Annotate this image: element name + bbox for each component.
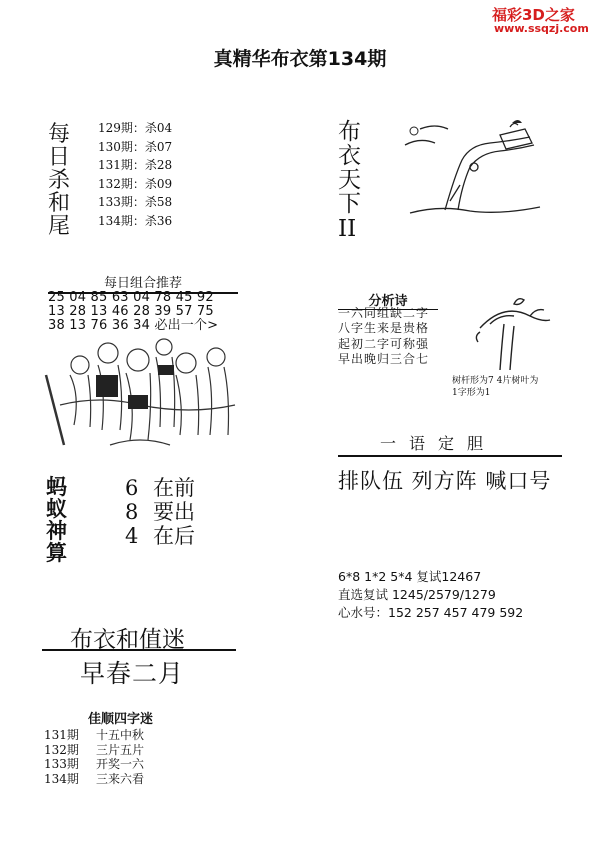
poem-line: 早出晚归三合七 bbox=[338, 351, 430, 366]
draw-line: 6*8 1*2 5*4 复试12467 bbox=[338, 569, 482, 584]
daily-kill-label-char: 杀 bbox=[48, 168, 71, 194]
note-line: 树杆形为7 4片树叶为 bbox=[452, 376, 539, 386]
ant-calc-label-char: 神 bbox=[46, 519, 67, 544]
period: 133期 bbox=[44, 757, 79, 771]
four-char-list bbox=[44, 728, 144, 786]
watermark-url: www.ssqzj.com bbox=[494, 22, 589, 35]
daily-combo-rows bbox=[48, 291, 218, 333]
ant-calc-numbers bbox=[125, 476, 138, 548]
riddle-answer: 早春二月 bbox=[80, 659, 185, 688]
riddle-text: 十五中秋 bbox=[96, 728, 145, 742]
draw-line: 心水号：152 257 457 479 592 bbox=[338, 605, 524, 620]
cloth-label-char: 衣 bbox=[338, 143, 361, 170]
daily-kill-label-char: 日 bbox=[48, 145, 71, 171]
riddle-text: 开奖一六 bbox=[96, 757, 145, 771]
ant-calc-number: 8 bbox=[125, 500, 139, 524]
draw-line: 直选复试 1245/2579/1279 bbox=[338, 587, 496, 602]
list-item bbox=[44, 772, 144, 787]
divider bbox=[338, 455, 562, 457]
list-item: 132期：杀09 bbox=[98, 176, 173, 191]
poem-lines bbox=[338, 306, 429, 367]
cloth-label bbox=[338, 120, 361, 241]
ant-calc-text: 在前 bbox=[153, 476, 195, 500]
poem-title: 分析诗 bbox=[338, 290, 438, 310]
ant-calc-number: 6 bbox=[125, 476, 139, 500]
period: 134期 bbox=[44, 771, 79, 786]
bold-word-title: 一语定胆 bbox=[380, 434, 497, 453]
ant-calc-label-char: 蚁 bbox=[46, 497, 67, 522]
list-item bbox=[44, 728, 144, 743]
draw-lines bbox=[338, 568, 523, 622]
divider bbox=[42, 649, 236, 651]
list-item bbox=[44, 743, 144, 758]
riddle-text: 三来六看 bbox=[96, 771, 145, 786]
ant-calc-text: 要出 bbox=[153, 500, 195, 524]
ant-calc-texts bbox=[153, 476, 195, 548]
period: 131期 bbox=[44, 728, 79, 742]
four-char-title: 佳顺四字迷 bbox=[88, 712, 154, 727]
daily-kill-list bbox=[98, 119, 172, 231]
daily-combo-title: 每日组合推荐 bbox=[48, 272, 238, 294]
list-item: 129期：杀04 bbox=[98, 121, 173, 135]
ant-calc-label bbox=[46, 476, 67, 564]
combo-row: 13 28 13 46 28 39 57 75 bbox=[48, 304, 214, 319]
note-line: 1字形为1 bbox=[452, 388, 491, 398]
daily-kill-label-char: 和 bbox=[48, 191, 71, 217]
combo-row: 38 13 76 36 34 必出一个> bbox=[48, 318, 219, 333]
riddle-title: 布衣和值迷 bbox=[70, 627, 185, 653]
combo-row: 25 04 85 63 04 78 45 92 bbox=[48, 290, 214, 305]
cloth-label-char: II bbox=[338, 215, 357, 242]
tree-leaf-sketch bbox=[470, 292, 560, 372]
poem-note bbox=[452, 375, 538, 399]
poem-line: 起初二字可称强 bbox=[338, 336, 430, 351]
watermark-brand: 福彩3D之家 bbox=[492, 6, 575, 24]
riddle-text: 三片五片 bbox=[96, 742, 145, 757]
ant-calc-number: 4 bbox=[125, 524, 139, 548]
daily-kill-label-char: 每 bbox=[48, 122, 71, 147]
cloth-label-char: 天 bbox=[338, 167, 361, 194]
cartoon-group-illustration bbox=[40, 335, 240, 450]
list-item: 130期：杀07 bbox=[98, 139, 173, 154]
list-item: 134期：杀36 bbox=[98, 213, 173, 228]
list-item: 131期：杀28 bbox=[98, 158, 173, 173]
daily-kill-label-char: 尾 bbox=[48, 214, 71, 240]
poem-line: 八字生来是贵格 bbox=[338, 321, 430, 336]
cloth-label-char: 布 bbox=[338, 119, 361, 145]
poem-line: 一六同组缺二字 bbox=[338, 306, 430, 320]
list-item: 133期：杀58 bbox=[98, 195, 173, 210]
period: 132期 bbox=[44, 742, 79, 757]
ant-calc-label-char: 算 bbox=[46, 541, 67, 566]
list-item bbox=[44, 757, 144, 772]
ant-calc-text: 在后 bbox=[153, 524, 195, 548]
daily-kill-label bbox=[48, 123, 70, 238]
tree-sketch-illustration bbox=[400, 115, 550, 225]
page-title: 真精华布衣第134期 bbox=[213, 48, 387, 70]
cloth-label-char: 下 bbox=[338, 191, 361, 218]
bold-word-text: 排队伍 列方阵 喊口号 bbox=[338, 469, 552, 493]
ant-calc-label-char: 蚂 bbox=[46, 475, 67, 499]
